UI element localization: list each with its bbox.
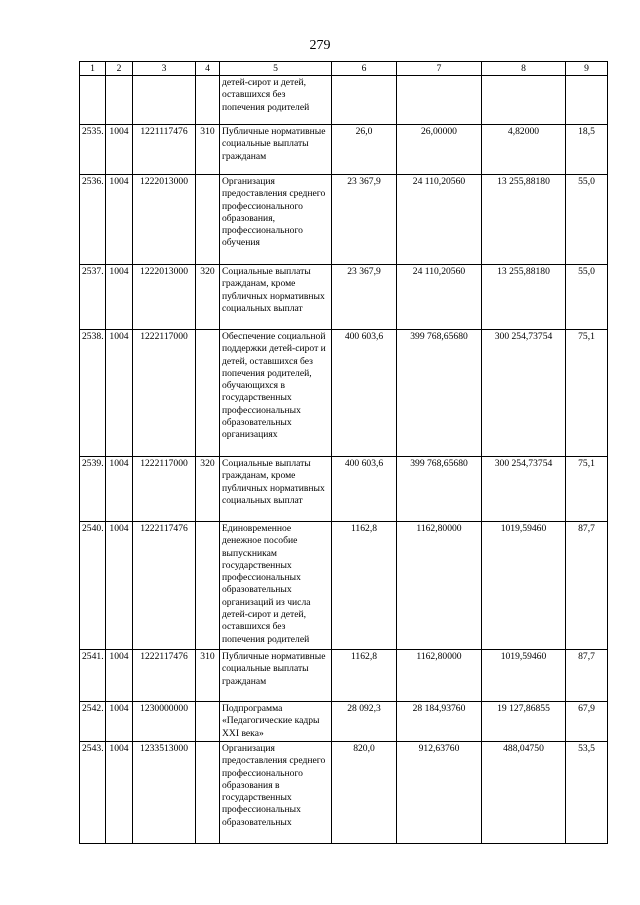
refined-amount: 399 768,65680 [397, 330, 482, 457]
table-row [80, 522, 608, 650]
refined-amount: 28 184,93760 [397, 702, 482, 742]
executed-amount: 19 127,86855 [482, 702, 566, 742]
target-code: 1222117000 [133, 330, 196, 457]
refined-amount: 1162,80000 [397, 522, 482, 650]
refined-amount: 24 110,20560 [397, 265, 482, 330]
table-row [80, 125, 608, 175]
plan-amount: 28 092,3 [332, 702, 397, 742]
item-name: Обеспечение социальной поддержки детей-сирот и детей, оставшихся без попечения родителей, обучающихся в государственных профессиональных образовательных организациях [220, 330, 332, 457]
item-name: Единовременное денежное пособие выпускникам государственных профессиональных образовательных организаций из числа детей-сирот и детей, оставшихся без попечения родителей [220, 522, 332, 650]
item-name: Социальные выплаты гражданам, кроме публичных нормативных социальных выплат [220, 457, 332, 522]
section-code: 1004 [106, 125, 133, 175]
plan-amount: 23 367,9 [332, 265, 397, 330]
refined-amount: 399 768,65680 [397, 457, 482, 522]
target-code: 1222117476 [133, 650, 196, 702]
plan-amount: 400 603,6 [332, 330, 397, 457]
refined-amount: 912,63760 [397, 742, 482, 844]
header-cell: 1 [80, 62, 106, 76]
refined-amount: 1162,80000 [397, 650, 482, 702]
row-number: 2537. [80, 265, 106, 330]
row-number: 2535. [80, 125, 106, 175]
target-code: 1222013000 [133, 265, 196, 330]
expense-type [196, 330, 220, 457]
percent-executed: 67,9 [566, 702, 608, 742]
expense-type: 320 [196, 457, 220, 522]
header-cell: 5 [220, 62, 332, 76]
target-code: 1221117476 [133, 125, 196, 175]
row-number: 2540. [80, 522, 106, 650]
expense-type [196, 76, 220, 125]
table-row [80, 76, 608, 125]
expense-type: 310 [196, 125, 220, 175]
target-code [133, 76, 196, 125]
item-name: Публичные нормативные социальные выплаты гражданам [220, 125, 332, 175]
target-code: 1222013000 [133, 175, 196, 265]
header-cell: 8 [482, 62, 566, 76]
percent-executed: 55,0 [566, 265, 608, 330]
item-name: детей-сирот и детей, оставшихся без попечения родителей [220, 76, 332, 125]
header-row [80, 62, 608, 76]
expense-type [196, 742, 220, 844]
header-cell: 9 [566, 62, 608, 76]
refined-amount [397, 76, 482, 125]
table-row [80, 742, 608, 844]
plan-amount: 1162,8 [332, 522, 397, 650]
table-row [80, 330, 608, 457]
percent-executed [566, 76, 608, 125]
table-row [80, 265, 608, 330]
row-number: 2538. [80, 330, 106, 457]
executed-amount: 1019,59460 [482, 522, 566, 650]
section-code: 1004 [106, 265, 133, 330]
row-number: 2541. [80, 650, 106, 702]
executed-amount: 1019,59460 [482, 650, 566, 702]
executed-amount: 300 254,73754 [482, 457, 566, 522]
row-number [80, 76, 106, 125]
header-cell: 2 [106, 62, 133, 76]
percent-executed: 75,1 [566, 330, 608, 457]
percent-executed: 87,7 [566, 650, 608, 702]
section-code: 1004 [106, 742, 133, 844]
executed-amount: 488,04750 [482, 742, 566, 844]
row-number: 2542. [80, 702, 106, 742]
section-code: 1004 [106, 457, 133, 522]
plan-amount [332, 76, 397, 125]
plan-amount: 23 367,9 [332, 175, 397, 265]
target-code: 1222117000 [133, 457, 196, 522]
row-number: 2539. [80, 457, 106, 522]
table-row [80, 457, 608, 522]
section-code: 1004 [106, 175, 133, 265]
expense-type [196, 522, 220, 650]
expense-type [196, 175, 220, 265]
plan-amount: 26,0 [332, 125, 397, 175]
item-name: Подпрограмма «Педагогические кадры XXI века» [220, 702, 332, 742]
header-cell: 6 [332, 62, 397, 76]
section-code: 1004 [106, 522, 133, 650]
refined-amount: 24 110,20560 [397, 175, 482, 265]
item-name: Организация предоставления среднего профессионального образования в государственных профессиональных образовательных [220, 742, 332, 844]
executed-amount: 300 254,73754 [482, 330, 566, 457]
expense-type: 320 [196, 265, 220, 330]
plan-amount: 1162,8 [332, 650, 397, 702]
executed-amount: 13 255,88180 [482, 265, 566, 330]
target-code: 1222117476 [133, 522, 196, 650]
executed-amount: 13 255,88180 [482, 175, 566, 265]
target-code: 1233513000 [133, 742, 196, 844]
item-name: Организация предоставления среднего профессионального образования, профессионального обучения [220, 175, 332, 265]
percent-executed: 53,5 [566, 742, 608, 844]
plan-amount: 400 603,6 [332, 457, 397, 522]
item-name: Публичные нормативные социальные выплаты гражданам [220, 650, 332, 702]
plan-amount: 820,0 [332, 742, 397, 844]
section-code: 1004 [106, 330, 133, 457]
header-cell: 3 [133, 62, 196, 76]
percent-executed: 75,1 [566, 457, 608, 522]
executed-amount: 4,82000 [482, 125, 566, 175]
budget-table [79, 61, 608, 844]
section-code: 1004 [106, 702, 133, 742]
header-cell: 4 [196, 62, 220, 76]
target-code: 1230000000 [133, 702, 196, 742]
row-number: 2543. [80, 742, 106, 844]
page-number: 279 [309, 38, 331, 53]
item-name: Социальные выплаты гражданам, кроме публичных нормативных социальных выплат [220, 265, 332, 330]
table-row [80, 702, 608, 742]
executed-amount [482, 76, 566, 125]
section-code [106, 76, 133, 125]
table-row [80, 650, 608, 702]
expense-type: 310 [196, 650, 220, 702]
expense-type [196, 702, 220, 742]
section-code: 1004 [106, 650, 133, 702]
percent-executed: 55,0 [566, 175, 608, 265]
header-cell: 7 [397, 62, 482, 76]
row-number: 2536. [80, 175, 106, 265]
refined-amount: 26,00000 [397, 125, 482, 175]
percent-executed: 87,7 [566, 522, 608, 650]
table-row [80, 175, 608, 265]
percent-executed: 18,5 [566, 125, 608, 175]
